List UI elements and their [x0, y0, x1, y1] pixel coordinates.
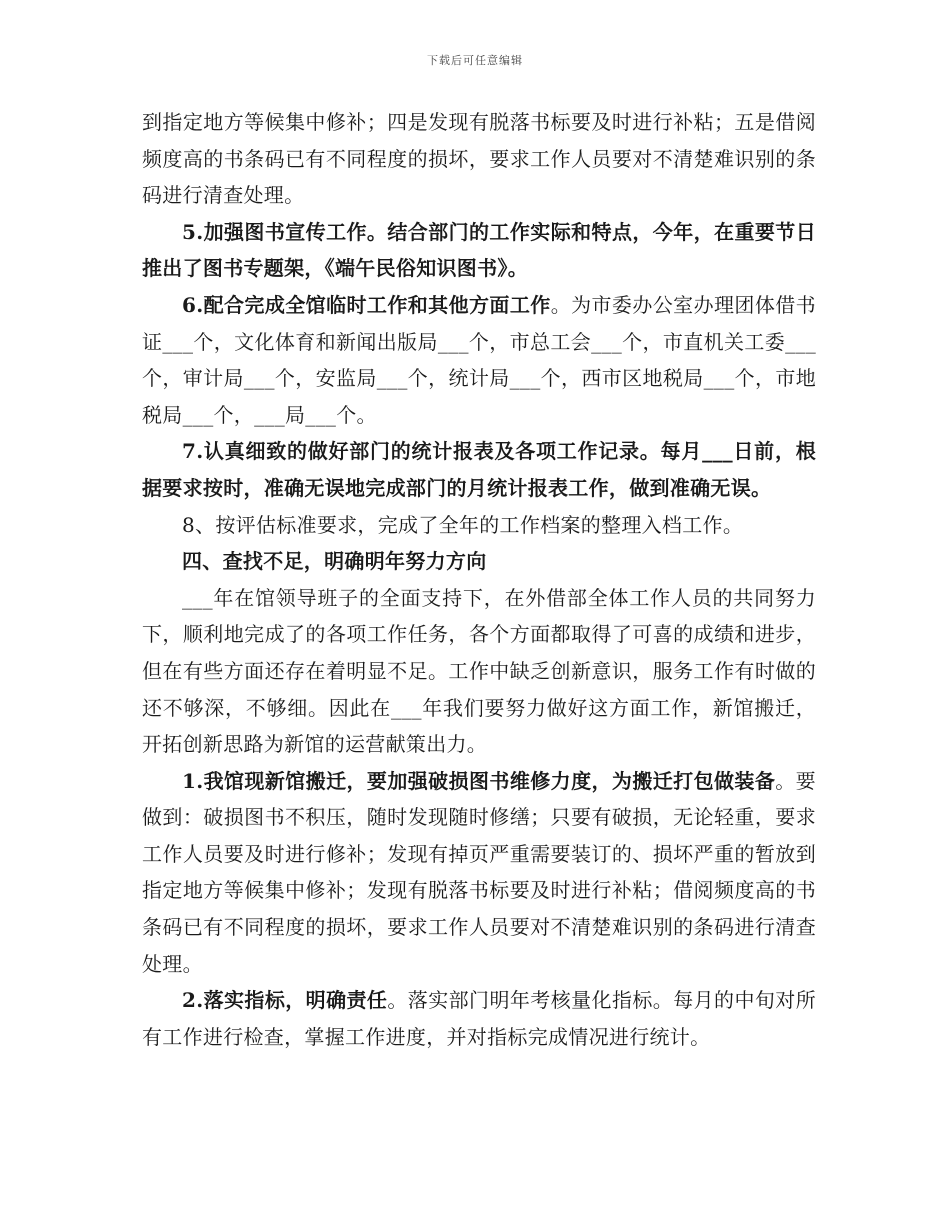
paragraph-continuation [142, 104, 816, 214]
paragraph-text: 。落实部门明年考核量化指标。每月的中旬对所有工作进行检查，掌握工作进度，并对指标完成情况进行统计。 [142, 988, 816, 1049]
paragraph-text: 8、按评估标准要求，完成了全年的工作档案的整理入档工作。 [182, 512, 744, 537]
paragraph-bold-lead: 5.加强图书宣传工作。结合部门的工作实际和特点，今年，在重要节日推出了图书专题架，《端午民俗知识图书》。 [142, 219, 816, 281]
paragraph-bold-lead: 1.我馆现新馆搬迁，要加强破损图书维修力度，为搬迁打包做装备 [182, 768, 776, 793]
paragraph-item-8 [142, 507, 816, 544]
paragraph-text: 。要做到：破损图书不积压，随时发现随时修缮；只要有破损，无论轻重，要求工作人员要及时进行修补；发现有掉页严重需要装订的、损坏严重的暂放到指定地方等候集中修补；发现有脱落书标要及时进行补粘；借阅频度高的书条码已有不同程度的损坏，要求工作人员要对不清楚难识别的条码进行清查处理。 [142, 768, 816, 976]
paragraph-text: 到指定地方等候集中修补；四是发现有脱落书标要及时进行补粘；五是借阅频度高的书条码已有不同程度的损坏，要求工作人员要对不清楚难识别的条码进行清查处理。 [142, 110, 816, 208]
paragraph-plan-2 [142, 982, 816, 1055]
paragraph-summary [142, 580, 816, 763]
paragraph-item-7 [142, 433, 816, 506]
paragraph-plan-1 [142, 763, 816, 983]
paragraph-item-5 [142, 214, 816, 287]
document-body [142, 104, 816, 1055]
paragraph-bold-lead: 7.认真细致的做好部门的统计报表及各项工作记录。每月___日前，根据要求按时，准确无误地完成部门的月统计报表工作，做到准确无误。 [142, 439, 816, 500]
paragraph-text: ___年在馆领导班子的全面支持下，在外借部全体工作人员的共同努力下，顺利地完成了的各项工作任务，各个方面都取得了可喜的成绩和进步，但在有些方面还存在着明显不足。工作中缺乏创新意识，服务工作有时做的还不够深，不够细。因此在___年我们要努力做好这方面工作，新馆搬迁，开拓创新思路为新馆的运营献策出力。 [142, 585, 816, 757]
paragraph-text: 。为市委办公室办理团体借书证___个，文化体育和新闻出版局___个，市总工会___个，市直机关工委___个，审计局___个，安监局___个，统计局___个，西市区地税局___个，市地税局___个，___局___个。 [142, 292, 816, 427]
paragraph-bold-lead: 6.配合完成全馆临时工作和其他方面工作 [182, 292, 551, 317]
section-heading-text: 四、查找不足，明确明年努力方向 [182, 549, 487, 574]
page-header: 下载后可任意编辑 [427, 54, 523, 67]
paragraph-bold-lead: 2.落实指标，明确责任 [182, 988, 388, 1013]
section-heading [142, 543, 816, 580]
paragraph-item-6 [142, 287, 816, 433]
